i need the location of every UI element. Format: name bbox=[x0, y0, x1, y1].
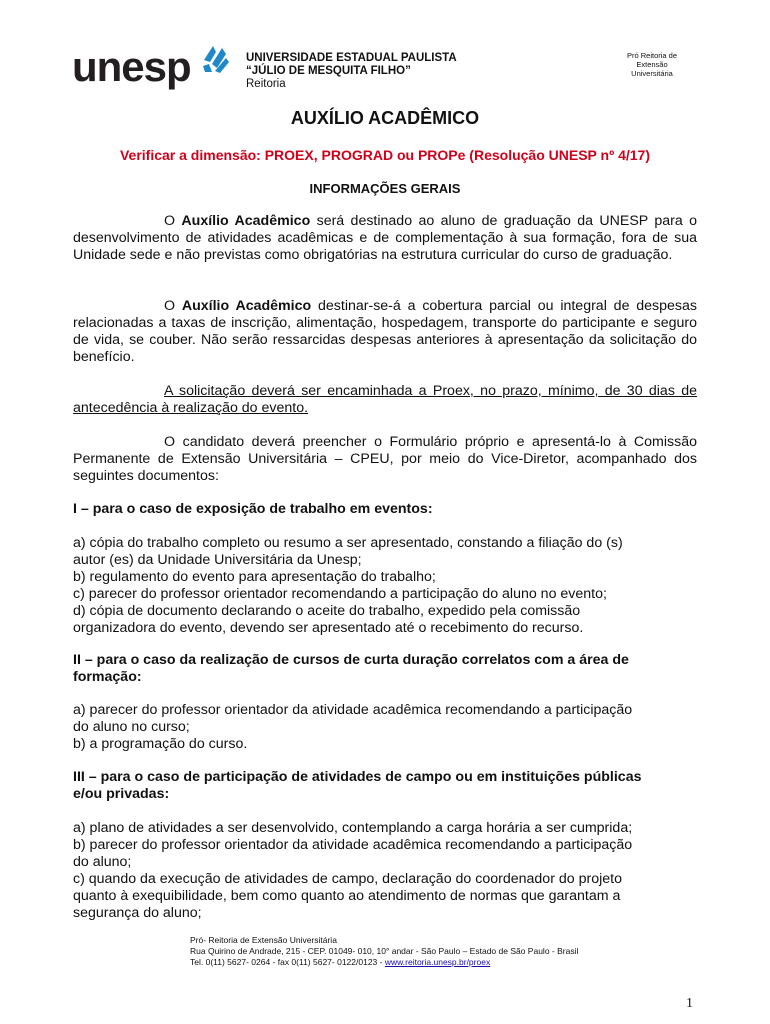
section-3-heading bbox=[73, 769, 703, 803]
unit-name: Reitoria bbox=[246, 78, 286, 90]
list-item: b) a programação do curso. bbox=[73, 736, 248, 752]
university-block bbox=[246, 52, 457, 91]
section-2-heading bbox=[73, 652, 703, 686]
list-item: a) plano de atividades a ser desenvolvido, contemplando a carga horária a ser cumprida; bbox=[73, 820, 633, 836]
page-footer bbox=[190, 935, 578, 968]
document-title: AUXÍLIO ACADÊMICO bbox=[290, 108, 480, 128]
heading-line: I – para o caso de exposição de trabalho em eventos: bbox=[73, 501, 433, 517]
section-3-list bbox=[73, 820, 703, 922]
section-1-list bbox=[73, 535, 703, 637]
list-item: c) quando da execução de atividades de campo, declaração do coordenador do projeto bbox=[73, 871, 622, 887]
paragraph-1 bbox=[73, 213, 697, 264]
paragraph-4: O candidato deverá preencher o Formulário próprio e apresentá-lo à Comissão Permanente de Extensão Universitária – CPEU, por meio do Vice-Diretor, acompanhado dos seguintes documentos: bbox=[73, 434, 697, 484]
paragraph-2 bbox=[73, 298, 697, 366]
pro-reitoria-label bbox=[612, 51, 692, 78]
text-run: será destinado ao aluno de graduação da UNESP para o desenvolvimento de atividades acadêmicas e de complementação à sua formação, fora de sua Unidade sede e não previstas como obrigatórias na estrutura curricular do curso de graduação. bbox=[73, 213, 697, 263]
bold-term: Auxílio Acadêmico bbox=[181, 298, 312, 314]
list-item: b) parecer do professor orientador da atividade acadêmica recomendando a participação bbox=[73, 837, 633, 853]
heading-line: III – para o caso de participação de atividades de campo ou em instituições públicas bbox=[73, 769, 642, 785]
page-number: 1 bbox=[686, 996, 693, 1011]
section-1-heading bbox=[73, 501, 703, 518]
university-subname: “JÚLIO DE MESQUITA FILHO” bbox=[246, 65, 411, 77]
footer-website-link[interactable]: www.reitoria.unesp.br/proex bbox=[384, 957, 491, 967]
heading-line: e/ou privadas: bbox=[73, 786, 170, 802]
list-item: c) parecer do professor orientador recomendando a participação do aluno no evento; bbox=[73, 586, 607, 602]
list-item: do aluno no curso; bbox=[73, 719, 190, 735]
list-item: b) regulamento do evento para apresentação do trabalho; bbox=[73, 569, 436, 585]
footer-line bbox=[190, 957, 578, 968]
underlined-text: A solicitação deverá ser encaminhada a Proex, no prazo, mínimo, de 30 dias de antecedência à realização do evento. bbox=[73, 383, 697, 416]
list-item: organizadora do evento, devendo ser apresentado até o recebimento do recurso. bbox=[73, 620, 584, 636]
list-item: do aluno; bbox=[73, 854, 132, 870]
text-run: O bbox=[164, 298, 182, 314]
paragraph-3 bbox=[73, 383, 697, 417]
section-2-list bbox=[73, 702, 703, 753]
section-heading: INFORMAÇÕES GERAIS bbox=[309, 181, 461, 196]
university-name: UNIVERSIDADE ESTADUAL PAULISTA bbox=[246, 52, 457, 64]
list-item: autor (es) da Unidade Universitária da Unesp; bbox=[73, 552, 362, 568]
document-subtitle: Verificar a dimensão: PROEX, PROGRAD ou PROPe (Resolução UNESP nº 4/17) bbox=[119, 147, 650, 163]
logo-text: unesp bbox=[72, 43, 191, 90]
footer-line: Rua Quirino de Andrade, 215 - CEP. 01049- 010, 10° andar - São Paulo – Estado de São Paulo - Brasil bbox=[190, 946, 579, 956]
footer-line: Pró- Reitoria de Extensão Universitária bbox=[190, 935, 337, 945]
list-item: quanto à exequibilidade, bem como quanto ao atendimento de normas que garantam a bbox=[73, 888, 621, 904]
text-run: O bbox=[164, 213, 182, 229]
list-item: d) cópia de documento declarando o aceite do trabalho, expedido pela comissão bbox=[73, 603, 581, 619]
footer-contact: Tel. 0(11) 5627- 0264 - fax 0(11) 5627- 0122/0123 - bbox=[190, 957, 385, 967]
pro-reitoria-line: Pró Reitoria de bbox=[626, 51, 678, 60]
list-item: a) parecer do professor orientador da atividade acadêmica recomendando a participação bbox=[73, 702, 633, 718]
text-run: destinar-se-á a cobertura parcial ou integral de despesas relacionadas a taxas de inscrição, alimentação, hospedagem, transporte do participante e seguro de vida, se couber. Não serão ressarcidas despesas anteriores à apresentação da solicitação do benefício. bbox=[73, 298, 698, 365]
list-item: segurança do aluno; bbox=[73, 905, 202, 921]
unesp-logo-mark-icon bbox=[200, 44, 230, 74]
pro-reitoria-line: Universitária bbox=[631, 69, 673, 78]
heading-line: II – para o caso da realização de cursos de curta duração correlatos com a área de bbox=[73, 652, 629, 668]
heading-line: formação: bbox=[73, 669, 142, 685]
pro-reitoria-line: Extensão bbox=[636, 60, 668, 69]
bold-term: Auxílio Acadêmico bbox=[181, 213, 311, 229]
unesp-logo bbox=[72, 44, 232, 96]
list-item: a) cópia do trabalho completo ou resumo a ser apresentado, constando a filiação do (s) bbox=[73, 535, 623, 551]
